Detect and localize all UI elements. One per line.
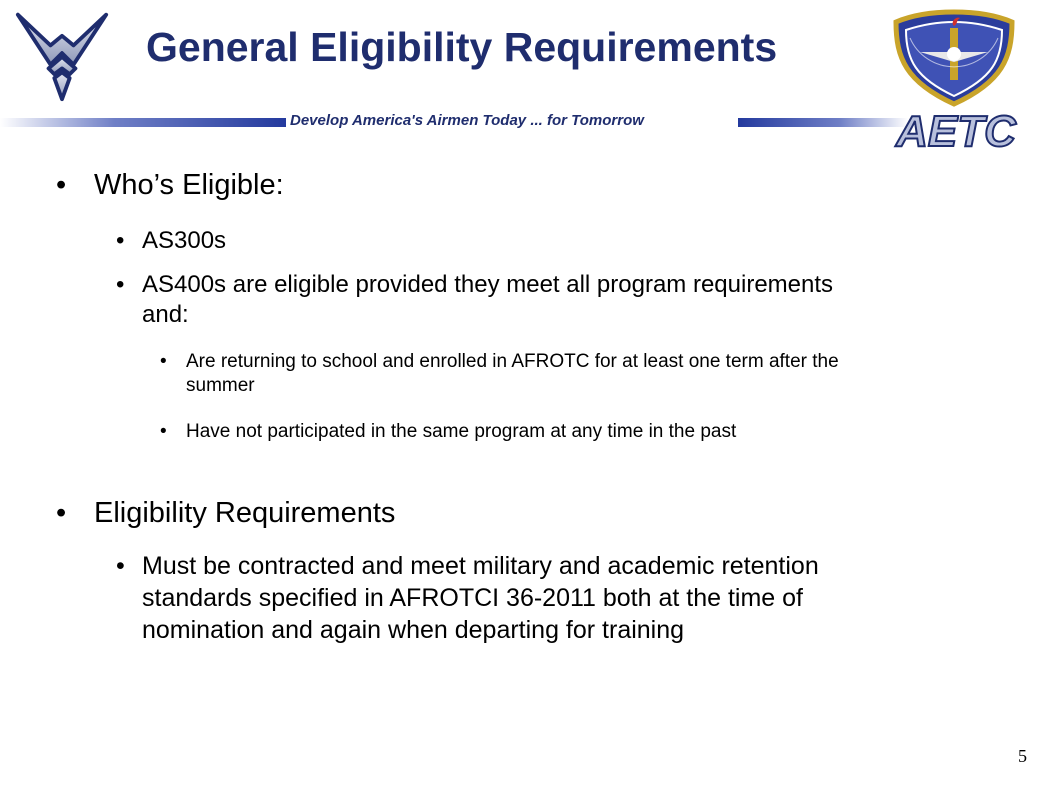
tagline: Develop America's Airmen Today ... for Tomorrow — [290, 112, 644, 129]
sub-bullet-as300s: • AS300s — [116, 227, 227, 254]
bullet-dot: • — [160, 351, 167, 372]
sub-bullet-as400s: • AS400s are eligible provided they meet all program requirements and: — [116, 271, 834, 328]
page-number: 5 — [1018, 746, 1027, 766]
bullet-dot: • — [56, 497, 67, 529]
aetc-shield-icon — [870, 8, 1038, 156]
header-rule-left — [0, 118, 286, 127]
bullet-dot: • — [116, 552, 125, 580]
bullet-dot: • — [116, 271, 125, 298]
bullet-dot: • — [116, 227, 125, 254]
air-force-symbol-icon — [14, 6, 110, 104]
aetc-logo-text: AETC — [896, 107, 1016, 156]
bullet-dot: • — [56, 169, 67, 201]
bullet-dot: • — [160, 421, 167, 442]
page-title: General Eligibility Requirements — [146, 24, 778, 70]
sub-sub-bullet-returning: • Are returning to school and enrolled in AFROTC for at least one term after the summer — [160, 351, 839, 396]
sub-bullet-contracted: • Must be contracted and meet military and academic retention standards specified in AFROTCI 36-2011 both at the time of nomination and again when departing for training — [116, 552, 819, 644]
sub-sub-bullet-not-participated: • Have not participated in the same program at any time in the past — [160, 421, 737, 442]
